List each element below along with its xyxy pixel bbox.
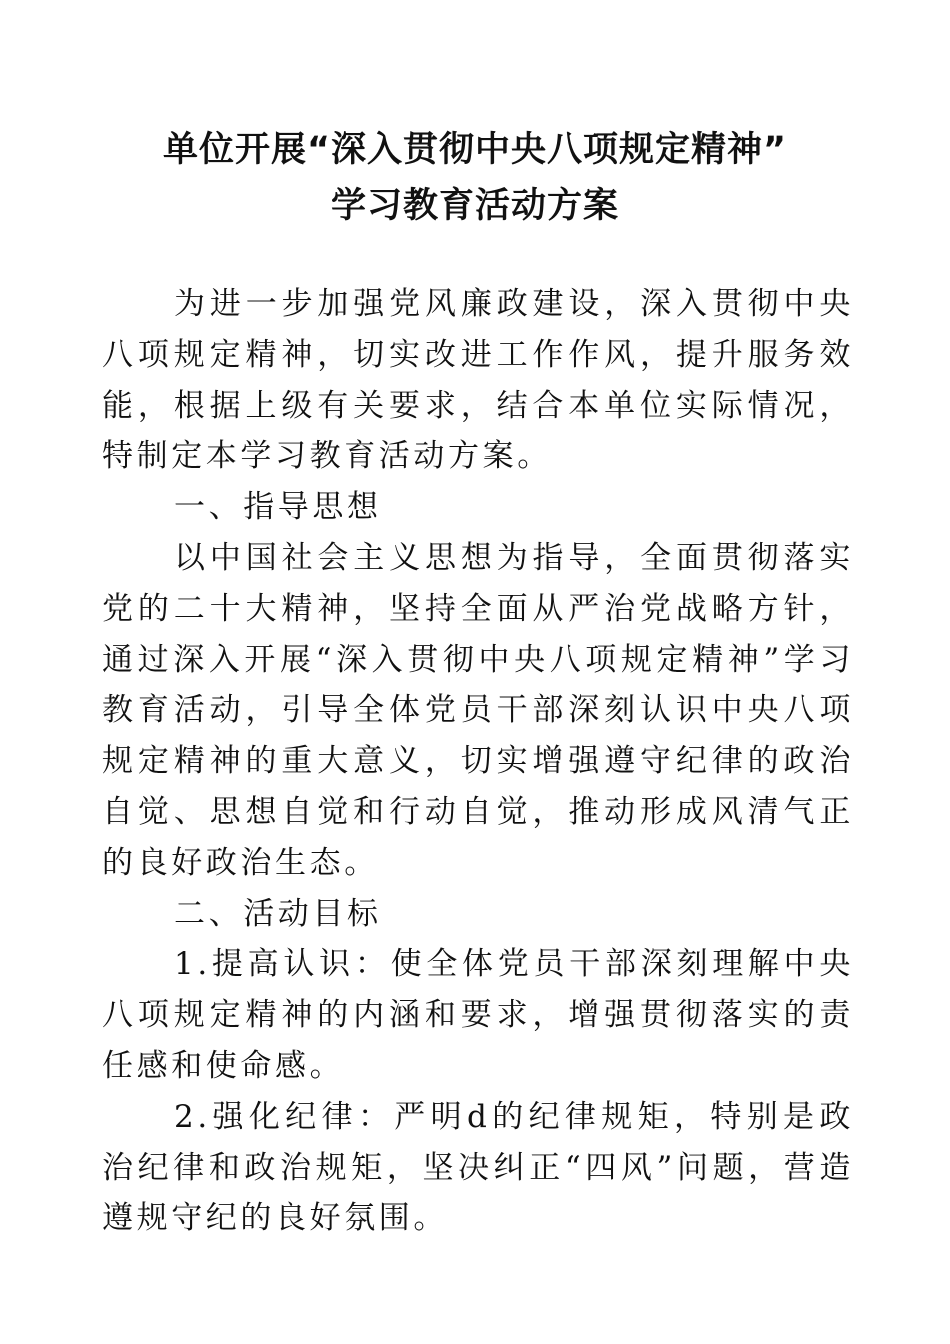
goal-item-2: 2.强化纪律：严明d的纪律规矩，特别是政治纪律和政治规矩，坚决纠正“四风”问题，营造遵规守纪的良好氛围。 <box>102 1098 854 1237</box>
title-line-2: 学习教育活动方案 <box>330 186 619 226</box>
intro-paragraph: 为进一步加强党风廉政建设，深入贯彻中央八项规定精神，切实改进工作作风，提升服务效能，根据上级有关要求，结合本单位实际情况，特制定本学习教育活动方案。 <box>102 286 854 475</box>
section-heading-guiding-thought: 一、指导思想 <box>174 489 382 526</box>
document-body <box>102 279 854 1244</box>
document-title <box>60 122 890 234</box>
guiding-thought-paragraph: 以中国社会主义思想为指导，全面贯彻落实党的二十大精神，坚持全面从严治党战略方针，通过深入开展“深入贯彻中央八项规定精神”学习教育活动，引导全体党员干部深刻认识中央八项规定精神的重大意义，切实增强遵守纪律的政治自觉、思想自觉和行动自觉，推动形成风清气正的良好政治生态。 <box>102 539 854 881</box>
title-line-1: 单位开展“深入贯彻中央八项规定精神” <box>162 130 787 170</box>
section-heading-activity-goals: 二、活动目标 <box>174 895 382 932</box>
goal-item-1: 1.提高认识：使全体党员干部深刻理解中央八项规定精神的内涵和要求，增强贯彻落实的责任感和使命感。 <box>102 946 854 1084</box>
